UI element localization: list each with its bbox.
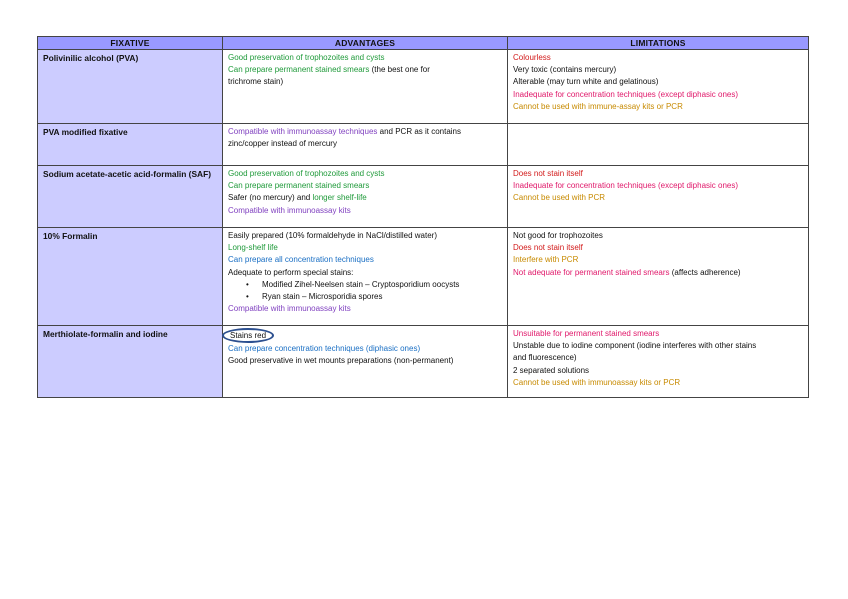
- table-row: [38, 50, 809, 124]
- text-segment: Compatible with immunoassay techniques: [228, 127, 378, 136]
- fixative-name: Sodium acetate-acetic acid-formalin (SAF): [38, 166, 223, 228]
- limitation-line: [513, 168, 804, 180]
- bullet-icon: •: [246, 279, 249, 289]
- text-segment: Cannot be used with immune-assay kits or PCR: [513, 101, 683, 111]
- fixatives-comparison-table: [37, 36, 809, 398]
- text-segment: Can prepare all concentration techniques: [228, 255, 374, 265]
- limitation-line: [513, 352, 804, 364]
- table-row: [38, 166, 809, 228]
- text-segment: Long-shelf life: [228, 243, 278, 253]
- text-segment: 2 separated solutions: [513, 365, 590, 375]
- text-segment: Can prepare concentration techniques (diphasic ones): [228, 344, 421, 353]
- text-segment: Inadequate for concentration techniques (except diphasic ones): [513, 181, 739, 191]
- limitations-cell: [508, 228, 809, 326]
- text-segment: Compatible with immunoassay kits: [228, 304, 351, 314]
- advantage-line: [228, 126, 503, 138]
- limitation-line: [513, 76, 804, 88]
- advantage-line: [228, 168, 503, 180]
- text-segment: Cannot be used with PCR: [513, 193, 606, 203]
- limitation-line: [513, 242, 804, 254]
- advantage-line: [228, 267, 503, 279]
- circle-highlight: [222, 328, 274, 343]
- limitation-line: [513, 52, 804, 64]
- limitation-line: [513, 89, 804, 101]
- advantage-line: [228, 64, 503, 76]
- text-segment: Can prepare permanent stained smears: [228, 181, 370, 191]
- text-segment: Unstable due to iodine component (iodine interferes with other stains: [513, 341, 757, 351]
- limitations-cell: [508, 326, 809, 398]
- header-fixative: FIXATIVE: [38, 37, 223, 50]
- text-segment: Not good for trophozoites: [513, 231, 603, 240]
- text-segment: Very toxic (contains mercury): [513, 65, 617, 75]
- fixative-name: Polivinilic alcohol (PVA): [38, 50, 223, 124]
- advantages-cell: [223, 166, 508, 228]
- text-segment: Inadequate for concentration techniques (except diphasic ones): [513, 89, 739, 99]
- header-advantages: ADVANTAGES: [223, 37, 508, 50]
- advantage-line: [228, 138, 503, 150]
- limitations-cell: [508, 166, 809, 228]
- text-segment: Does not stain itself: [513, 243, 583, 253]
- text-segment: Can prepare permanent stained smears: [228, 65, 370, 75]
- text-segment: Cannot be used with immunoassay kits or PCR: [513, 377, 681, 387]
- advantage-line: [228, 355, 503, 367]
- text-segment: Good preservation of trophozoites and cysts: [228, 53, 385, 62]
- advantage-line: [228, 343, 503, 355]
- text-segment: Adequate to perform special stains:: [228, 267, 354, 277]
- text-segment: (the best one for: [369, 65, 430, 75]
- limitation-line: [513, 101, 804, 113]
- text-segment: (affects adherence): [669, 267, 741, 277]
- limitation-line: [513, 254, 804, 266]
- advantage-line: [228, 279, 503, 291]
- limitation-line: [513, 64, 804, 76]
- limitation-line: [513, 230, 804, 242]
- limitation-line: [513, 328, 804, 340]
- text-segment: longer shelf-life: [312, 193, 367, 203]
- table-row: [38, 124, 809, 166]
- text-segment: Good preservation of trophozoites and cysts: [228, 169, 385, 178]
- advantage-line: [228, 291, 503, 303]
- advantage-line: [228, 328, 503, 343]
- table-body: [38, 50, 809, 398]
- advantages-cell: [223, 50, 508, 124]
- limitations-cell: [508, 50, 809, 124]
- advantage-line: [228, 52, 503, 64]
- advantage-line: [228, 180, 503, 192]
- text-segment: Unsuitable for permanent stained smears: [513, 329, 660, 338]
- limitation-line: [513, 377, 804, 389]
- limitations-cell: [508, 124, 809, 166]
- limitation-line: [513, 180, 804, 192]
- text-segment: Colourless: [513, 53, 551, 62]
- advantage-line: [228, 230, 503, 242]
- text-segment: Not adequate for permanent stained smears: [513, 267, 670, 277]
- text-segment: Ryan stain – Microsporidia spores: [262, 292, 383, 302]
- table-row: [38, 326, 809, 398]
- advantage-line: [228, 76, 503, 88]
- text-segment: Modified Zihel-Neelsen stain – Cryptosporidium oocysts: [262, 279, 460, 289]
- advantage-line: [228, 192, 503, 204]
- text-segment: Stains red: [230, 331, 267, 340]
- text-segment: Good preservative in wet mounts preparations (non-permanent): [228, 356, 454, 366]
- advantages-cell: [223, 326, 508, 398]
- limitation-line: [513, 192, 804, 204]
- text-segment: Compatible with immunoassay kits: [228, 205, 351, 215]
- text-segment: Does not stain itself: [513, 169, 583, 178]
- advantages-cell: [223, 124, 508, 166]
- header-row: [38, 37, 809, 50]
- text-segment: trichrome stain): [228, 77, 284, 87]
- text-segment: Interfere with PCR: [513, 255, 579, 265]
- text-segment: Easily prepared (10% formaldehyde in NaCl/distilled water): [228, 231, 437, 240]
- table-row: [38, 228, 809, 326]
- text-segment: zinc/copper instead of mercury: [228, 139, 337, 149]
- text-segment: Alterable (may turn white and gelatinous): [513, 77, 659, 87]
- limitation-line: [513, 365, 804, 377]
- bullet-icon: •: [246, 292, 249, 302]
- text-segment: and fluorescence): [513, 353, 577, 363]
- text-segment: Safer (no mercury) and: [228, 193, 313, 203]
- advantage-line: [228, 205, 503, 217]
- advantage-line: [228, 254, 503, 266]
- advantage-line: [228, 242, 503, 254]
- limitation-line: [513, 340, 804, 352]
- limitation-line: [513, 267, 804, 279]
- advantage-line: [228, 303, 503, 315]
- header-limitations: LIMITATIONS: [508, 37, 809, 50]
- fixative-name: 10% Formalin: [38, 228, 223, 326]
- text-segment: and PCR as it contains: [377, 127, 462, 136]
- advantages-cell: [223, 228, 508, 326]
- fixative-name: PVA modified fixative: [38, 124, 223, 166]
- fixative-name: Merthiolate-formalin and iodine: [38, 326, 223, 398]
